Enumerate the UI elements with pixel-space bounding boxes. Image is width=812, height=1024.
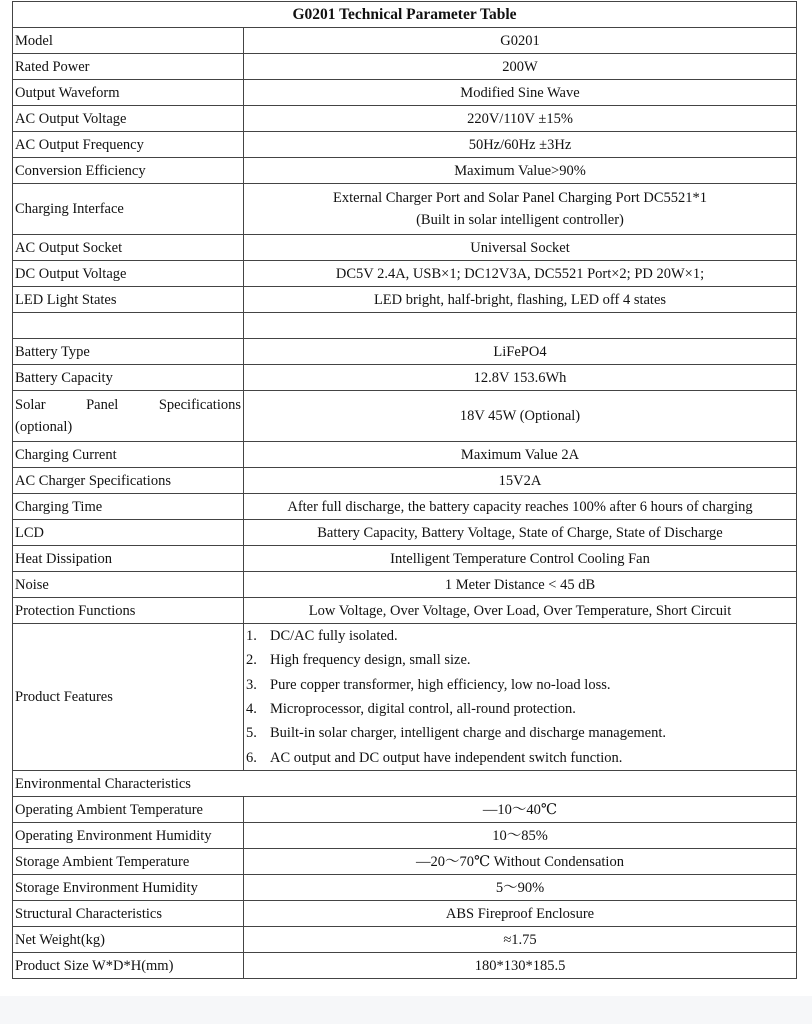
table-row: [13, 598, 797, 624]
list-number: 4.: [246, 701, 257, 717]
row-value: After full discharge, the battery capacity reaches 100% after 6 hours of charging: [244, 494, 797, 520]
row-label: Charging Time: [13, 494, 244, 520]
list-item: [246, 624, 794, 648]
table-title: G0201 Technical Parameter Table: [13, 2, 797, 28]
row-label: Battery Capacity: [13, 365, 244, 391]
row-label: Storage Environment Humidity: [13, 875, 244, 901]
table-row: [13, 80, 797, 106]
row-value: ABS Fireproof Enclosure: [244, 901, 797, 927]
row-value: 180*130*185.5: [244, 953, 797, 979]
table-row: [13, 520, 797, 546]
row-value: LED bright, half-bright, flashing, LED off 4 states: [244, 287, 797, 313]
row-value: 12.8V 153.6Wh: [244, 365, 797, 391]
table-title-row: [13, 2, 797, 28]
solar-label-line1: Solar Panel Specifications: [15, 397, 241, 413]
row-label: Battery Type: [13, 339, 244, 365]
row-value: Modified Sine Wave: [244, 80, 797, 106]
row-value: DC5V 2.4A, USB×1; DC12V3A, DC5521 Port×2; PD 20W×1;: [244, 261, 797, 287]
table-row-solar-panel: [13, 391, 797, 442]
table-row: [13, 261, 797, 287]
row-value: —20～70℃ Without Condensation: [244, 849, 797, 875]
list-text: DC/AC fully isolated.: [270, 628, 398, 645]
row-label: Model: [13, 28, 244, 54]
table-row: [13, 287, 797, 313]
row-value: G0201: [244, 28, 797, 54]
list-text: Pure copper transformer, high efficiency, low no-load loss.: [270, 676, 611, 693]
row-value: Intelligent Temperature Control Cooling Fan: [244, 546, 797, 572]
table-row: [13, 365, 797, 391]
table-row: [13, 339, 797, 365]
table-row: [13, 901, 797, 927]
row-value: 50Hz/60Hz ±3Hz: [244, 132, 797, 158]
row-label: AC Output Socket: [13, 235, 244, 261]
environment-header-row: [13, 771, 797, 797]
row-label: Product Features: [13, 624, 244, 771]
row-value: 5～90%: [244, 875, 797, 901]
environment-header: Environmental Characteristics: [13, 771, 797, 797]
row-label: DC Output Voltage: [13, 261, 244, 287]
list-item: [246, 746, 794, 770]
row-value: 15V2A: [244, 468, 797, 494]
table-row: [13, 953, 797, 979]
row-label: Structural Characteristics: [13, 901, 244, 927]
row-label: Operating Ambient Temperature: [13, 797, 244, 823]
table-row-charging-interface: [13, 184, 797, 235]
table-row: [13, 927, 797, 953]
row-label: Heat Dissipation: [13, 546, 244, 572]
list-text: Microprocessor, digital control, all-round protection.: [270, 701, 576, 717]
row-label: AC Charger Specifications: [13, 468, 244, 494]
row-label: Product Size W*D*H(mm): [13, 953, 244, 979]
row-value: Maximum Value>90%: [244, 158, 797, 184]
row-value: [244, 184, 797, 235]
table-row: [13, 54, 797, 80]
row-label: Operating Environment Humidity: [13, 823, 244, 849]
row-value: 18V 45W (Optional): [244, 391, 797, 442]
row-label: Noise: [13, 572, 244, 598]
table-row: [13, 823, 797, 849]
row-value: 200W: [244, 54, 797, 80]
row-label: Charging Interface: [13, 184, 244, 235]
list-item: [246, 673, 794, 697]
list-number: 3.: [246, 676, 257, 693]
row-value: ≈1.75: [244, 927, 797, 953]
list-number: 5.: [246, 725, 257, 742]
row-value: 1 Meter Distance < 45 dB: [244, 572, 797, 598]
row-label: Storage Ambient Temperature: [13, 849, 244, 875]
table-row: [13, 106, 797, 132]
page-footer-band: [0, 996, 812, 1024]
row-label: Output Waveform: [13, 80, 244, 106]
table-row: [13, 572, 797, 598]
list-text: Built-in solar charger, intelligent charge and discharge management.: [270, 725, 667, 742]
table-row-product-features: [13, 624, 797, 771]
row-label: Rated Power: [13, 54, 244, 80]
row-value: 10～85%: [244, 823, 797, 849]
list-item: [246, 721, 794, 745]
row-label: AC Output Voltage: [13, 106, 244, 132]
row-label: [13, 391, 244, 442]
table-row: [13, 468, 797, 494]
row-label: LCD: [13, 520, 244, 546]
row-label: Charging Current: [13, 442, 244, 468]
row-value: Universal Socket: [244, 235, 797, 261]
row-label: Conversion Efficiency: [13, 158, 244, 184]
features-cell: [244, 624, 797, 771]
table-row: [13, 875, 797, 901]
row-value: LiFePO4: [244, 339, 797, 365]
list-text: AC output and DC output have independent switch function.: [270, 749, 623, 766]
row-label: Net Weight(kg): [13, 927, 244, 953]
table-row: [13, 132, 797, 158]
table-row: [13, 849, 797, 875]
charging-interface-line1: External Charger Port and Solar Panel Charging Port DC5521*1: [333, 190, 707, 206]
list-text: High frequency design, small size.: [270, 652, 471, 669]
row-label: AC Output Frequency: [13, 132, 244, 158]
row-label: Protection Functions: [13, 598, 244, 624]
parameter-table: [12, 1, 797, 979]
row-value: —10～40℃: [244, 797, 797, 823]
row-label: LED Light States: [13, 287, 244, 313]
table-row: [13, 797, 797, 823]
row-value: Low Voltage, Over Voltage, Over Load, Over Temperature, Short Circuit: [244, 598, 797, 624]
row-value: Battery Capacity, Battery Voltage, State of Charge, State of Discharge: [244, 520, 797, 546]
table-row: [13, 235, 797, 261]
table-row: [13, 158, 797, 184]
table-row: [13, 494, 797, 520]
technical-parameter-sheet: [12, 1, 797, 979]
features-list: [246, 624, 794, 770]
table-row: [13, 442, 797, 468]
list-number: 1.: [246, 628, 257, 645]
list-number: 2.: [246, 652, 257, 669]
row-value: 220V/110V ±15%: [244, 106, 797, 132]
solar-label-line2: (optional): [15, 419, 73, 435]
list-number: 6.: [246, 749, 257, 766]
charging-interface-line2: (Built in solar intelligent controller): [416, 212, 624, 228]
row-value: Maximum Value 2A: [244, 442, 797, 468]
list-item: [246, 648, 794, 672]
list-item: [246, 697, 794, 721]
table-row: [13, 546, 797, 572]
table-row-blank: [13, 313, 797, 339]
table-row: [13, 28, 797, 54]
